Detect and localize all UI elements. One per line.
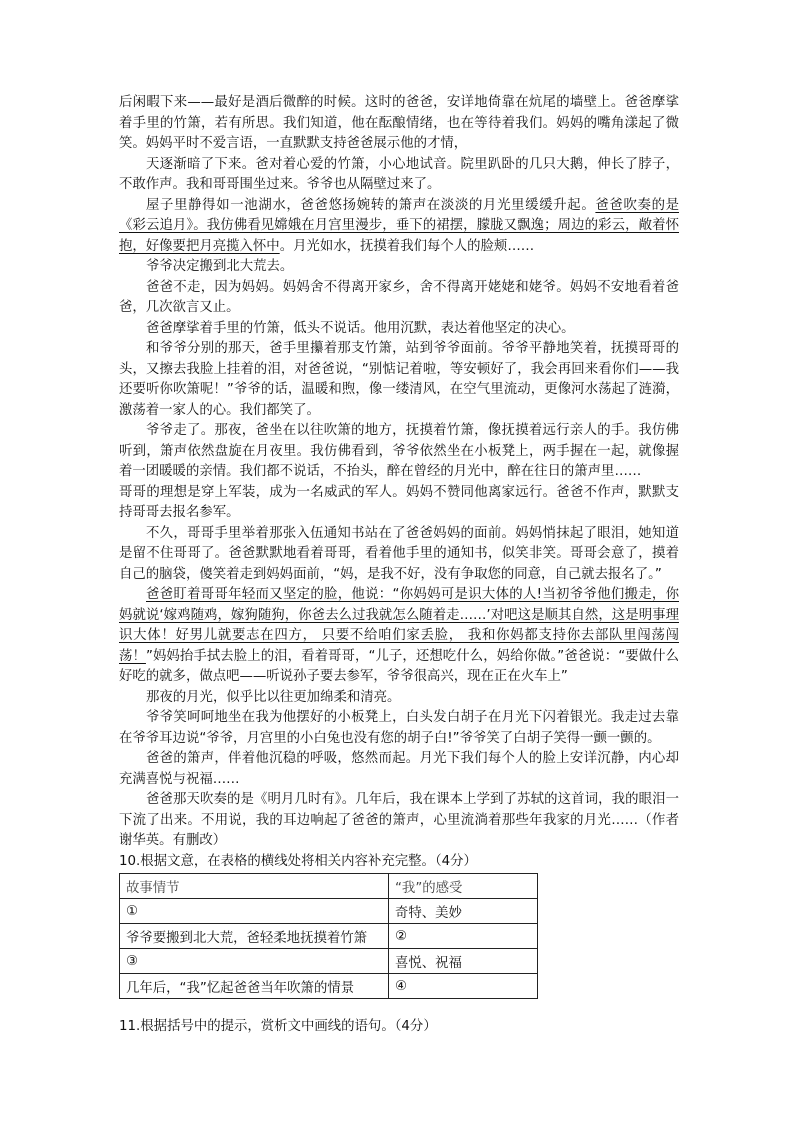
- paragraph: [119, 196, 679, 258]
- paragraph-text: 爸爸摩挲着手里的竹箫，低头不说话。他用沉默，表达着他坚定的决心。: [146, 320, 575, 336]
- paragraph-text: 后闲暇下来——最好是酒后微醉的时候。这时的爸爸，安详地倚靠在炕尾的墙壁上。爸爸摩挲着手里的竹箫，若有所思。我们知道，他在酝酿情绪，也在等待着我们。妈妈的嘴角漾起了微笑。妈妈平时不爱言语，一直默默支持爸爸展示他的才情，: [119, 95, 679, 151]
- answer-table: [119, 873, 538, 999]
- table-cell-feeling: ④: [389, 974, 538, 999]
- paragraph: [119, 421, 679, 483]
- paragraph: [119, 319, 679, 340]
- table-cell-feeling: 喜悦、祝福: [389, 949, 538, 974]
- paragraph: [119, 257, 679, 278]
- table-header-feeling: “我”的感受: [389, 874, 538, 899]
- paragraph-text: 爷爷笑呵呵地坐在我为他摆好的小板凳上，白头发白胡子在月光下闪着银光。我走过去靠在爷爷耳边说“爷爷，月宫里的小白兔也没有您的胡子白!”爷爷笑了白胡子笑得一颤一颤的。: [119, 710, 679, 746]
- paragraph: [119, 790, 679, 852]
- table-cell-plot: 几年后，“我”忆起爸爸当年吹箫的情景: [120, 974, 389, 999]
- table-row: [120, 949, 538, 974]
- table-header-plot: 故事情节: [120, 874, 389, 899]
- paragraph: [119, 708, 679, 749]
- paragraph-text: ”妈妈抬手拭去脸上的泪，看着哥哥，“儿子，还想吃什么，妈给你做。”爸爸说：“要做什么好吃的就多，做点吧——听说孙子要去参军，爷爷很高兴，现在正在火车上”: [119, 648, 680, 684]
- table-cell-plot: 爷爷要搬到北大荒，爸轻柔地抚摸着竹箫: [120, 924, 389, 949]
- paragraph: [119, 155, 679, 196]
- question-11-prompt: 11.根据括号中的提示，赏析文中画线的语句。（4分）: [119, 1019, 437, 1034]
- paragraph: [119, 585, 679, 688]
- paragraph-text: 屋子里静得如一池湖水，爸爸悠扬婉转的箫声在淡淡的月光里缓缓升起。: [146, 197, 596, 213]
- paragraph: [119, 278, 679, 319]
- passage-paragraphs: [119, 93, 679, 852]
- table-row: [120, 924, 538, 949]
- paragraph-text: 爷爷决定搬到北大荒去。: [146, 259, 294, 274]
- table-cell-plot: ③: [120, 949, 389, 974]
- underlined-sentence: 爸爸吹奏的是《彩云追月》。我仿佛看见嫦娥在月宫里漫步，垂下的裙摆，朦胧又飘逸；周边的彩云，敞着怀抱，好像要把月亮揽入怀中: [119, 197, 679, 254]
- paragraph-text: 哥哥的理想是穿上军装，成为一名威武的军人。妈妈不赞同他离家远行。爸爸不作声，默默支持哥哥去报名参军。: [119, 484, 679, 520]
- paragraph-text: 不久，哥哥手里举着那张入伍通知书站在了爸爸妈妈的面前。妈妈悄抹起了眼泪，她知道是留不住哥哥了。爸爸默默地看着哥哥，看着他手里的通知书，似笑非笑。哥哥会意了，摸着自己的脑袋，傻笑着走到妈妈面前，“妈，是我不好，没有争取您的同意，自己就去报名了。”: [119, 525, 679, 582]
- table-cell-feeling: ②: [389, 924, 538, 949]
- paragraph: [119, 93, 679, 155]
- paragraph-text: 爸爸那天吹奏的是《明月几时有》。几年后，我在课本上学到了苏轼的这首词，我的眼泪一下流了出来。不用说，我的耳边响起了爸爸的箫声，心里流淌着那些年我家的月光……（作者谢华英。有删改）: [119, 792, 679, 848]
- paragraph-text: 那夜的月光，似乎比以往更加绵柔和清亮。: [146, 689, 401, 705]
- paragraph-text: 。月光如水，抚摸着我们每个人的脸颊……: [279, 238, 535, 254]
- underlined-sentence: 爸爸盯着哥哥年轻而又坚定的脸，他说：“你妈妈可是识大体的人!当初爷爷他们搬走，你妈就说‘嫁鸡随鸡，嫁狗随狗，你爸去么过我就怎么随着走……’对吧这是顺其自然，这是明事理识大体！好男儿就要志在四方， 只要不给咱们家丢脸， 我和你妈都支持你去部队里闯荡闯荡！: [119, 587, 679, 664]
- paragraph: [119, 524, 679, 586]
- paragraph-text: 爸爸的箫声，伴着他沉稳的呼吸，悠然而起。月光下我们每个人的脸上安详沉静，内心却充满喜悦与祝福……: [119, 751, 679, 787]
- reading-passage: [119, 93, 679, 1038]
- paragraph-text: 爸爸不走，因为妈妈。妈妈舍不得离开家乡，舍不得离开姥姥和姥爷。妈妈不安地看着爸爸，几次欲言又止。: [119, 279, 679, 315]
- paragraph: [119, 749, 679, 790]
- paragraph: [119, 339, 679, 421]
- table-header-row: [120, 874, 538, 899]
- table-row: [120, 899, 538, 924]
- table-cell-plot: ①: [120, 899, 389, 924]
- table-row: [120, 974, 538, 999]
- paragraph-text: 天逐渐暗了下来。爸对着心爱的竹箫，小心地试音。院里趴卧的几只大鹅，伸长了脖子，不敢作声。我和哥哥围坐过来。爷爷也从隔壁过来了。: [119, 156, 679, 192]
- table-cell-feeling: 奇特、美妙: [389, 899, 538, 924]
- paragraph-text: 爷爷走了。那夜，爸坐在以往吹箫的地方，抚摸着竹箫，像抚摸着远行亲人的手。我仿佛听到，箫声依然盘旋在月夜里。我仿佛看到，爷爷依然坐在小板凳上，两手握在一起，就像握着一团暖暖的亲情。我们都不说话，不抬头，醉在曾经的月光中，醉在往日的箫声里……: [119, 423, 679, 479]
- paragraph-text: 和爷爷分别的那天，爸手里攥着那支竹箫，站到爷爷面前。爷爷平静地笑着，抚摸哥哥的头，又擦去我脸上挂着的泪，对爸爸说，“别惦记着啦，等安顿好了，我会再回来看你们——我还要听你吹箫呢！”爷爷的话，温暖和煦，像一缕清风，在空气里流动，更像河水荡起了涟漪，激荡着一家人的心。我们都笑了。: [119, 341, 679, 418]
- paragraph: [119, 688, 679, 709]
- question-10-prompt: 10.根据文意，在表格的横线处将相关内容补充完整。（4分）: [119, 853, 477, 869]
- paragraph: [119, 483, 679, 524]
